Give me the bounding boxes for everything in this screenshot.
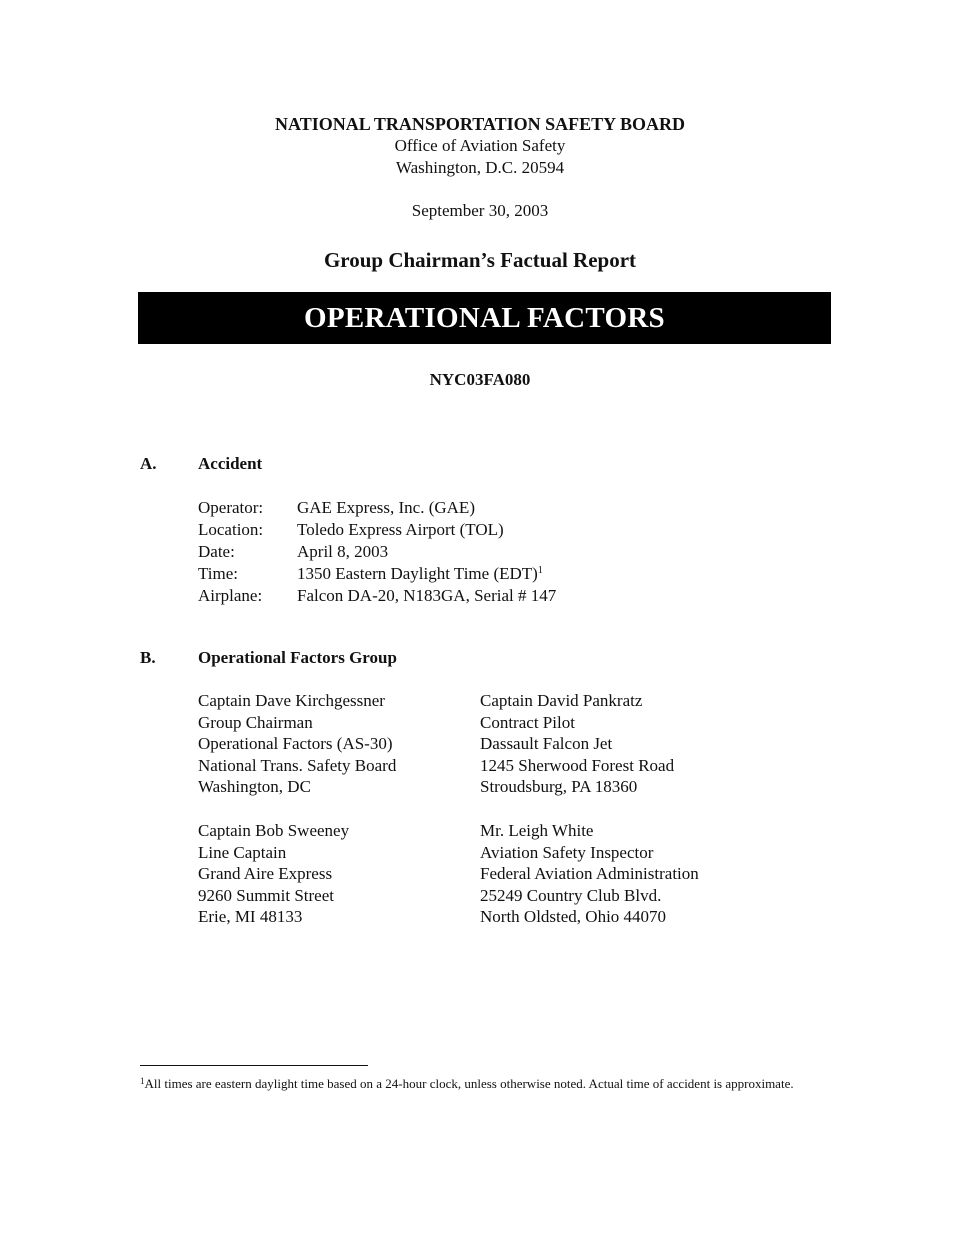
fact-value: 1350 Eastern Daylight Time (EDT) — [297, 564, 538, 583]
section-b-title: Operational Factors Group — [198, 648, 397, 667]
member-address-line: National Trans. Safety Board — [198, 755, 397, 775]
fact-value: April 8, 2003 — [297, 542, 389, 561]
member-name: Captain David Pankratz — [480, 691, 643, 710]
footnote-separator — [140, 1065, 368, 1066]
member-organization: Federal Aviation Administration — [480, 864, 699, 884]
member-address-line: Erie, MI 48133 — [198, 907, 303, 927]
member-role: Aviation Safety Inspector — [480, 842, 654, 862]
member-role: Line Captain — [198, 842, 287, 862]
fact-label: Date: — [198, 542, 235, 561]
member-address-line: North Oldsted, Ohio 44070 — [480, 907, 667, 927]
report-title: Group Chairman’s Factual Report — [323, 248, 637, 272]
fact-row-airplane — [198, 585, 556, 607]
member-address-line: Stroudsburg, PA 18360 — [480, 777, 638, 797]
office-name: Office of Aviation Safety — [394, 136, 566, 155]
accident-facts — [198, 497, 556, 607]
group-member — [480, 820, 699, 928]
member-address-line: Washington, DC — [198, 777, 311, 797]
footnote-number: 1 — [140, 1076, 145, 1086]
member-address-line: 1245 Sherwood Forest Road — [480, 755, 675, 775]
fact-label: Time: — [198, 564, 239, 583]
group-member — [198, 690, 396, 798]
member-organization: Grand Aire Express — [198, 864, 333, 884]
member-name: Captain Bob Sweeney — [198, 821, 350, 840]
footnote-text: All times are eastern daylight time based on a 24-hour clock, unless otherwise noted. Actual time of accident is approximate. — [144, 1076, 794, 1091]
member-name: Captain Dave Kirchgessner — [198, 691, 385, 710]
fact-row-operator — [198, 497, 556, 519]
fact-value-time — [297, 563, 543, 585]
title-banner: OPERATIONAL FACTORS — [138, 292, 831, 344]
member-organization: Operational Factors (AS-30) — [198, 734, 393, 754]
fact-label: Operator: — [198, 498, 264, 517]
agency-name: NATIONAL TRANSPORTATION SAFETY BOARD — [275, 114, 685, 134]
fact-row-time — [198, 563, 556, 585]
member-address-line: 25249 Country Club Blvd. — [480, 885, 662, 905]
footnote — [140, 1074, 800, 1093]
member-organization: Dassault Falcon Jet — [480, 734, 613, 754]
case-number: NYC03FA080 — [429, 370, 531, 389]
group-member — [198, 820, 349, 928]
fact-row-location — [198, 519, 556, 541]
fact-label: Airplane: — [198, 586, 263, 605]
section-b-letter: B. — [140, 648, 156, 667]
fact-value: Toledo Express Airport (TOL) — [297, 520, 504, 539]
fact-row-date — [198, 541, 556, 563]
member-role: Group Chairman — [198, 712, 313, 732]
section-a-letter: A. — [140, 454, 157, 473]
office-address: Washington, D.C. 20594 — [395, 158, 565, 177]
fact-value: Falcon DA-20, N183GA, Serial # 147 — [297, 586, 557, 605]
report-date: September 30, 2003 — [411, 201, 549, 220]
member-role: Contract Pilot — [480, 712, 575, 732]
fact-value: GAE Express, Inc. (GAE) — [297, 498, 475, 517]
section-a-title: Accident — [198, 454, 263, 473]
footnote-reference[interactable]: 1 — [537, 565, 543, 576]
group-member — [480, 690, 674, 798]
member-name: Mr. Leigh White — [480, 821, 594, 840]
member-address-line: 9260 Summit Street — [198, 885, 334, 905]
fact-label: Location: — [198, 520, 264, 539]
